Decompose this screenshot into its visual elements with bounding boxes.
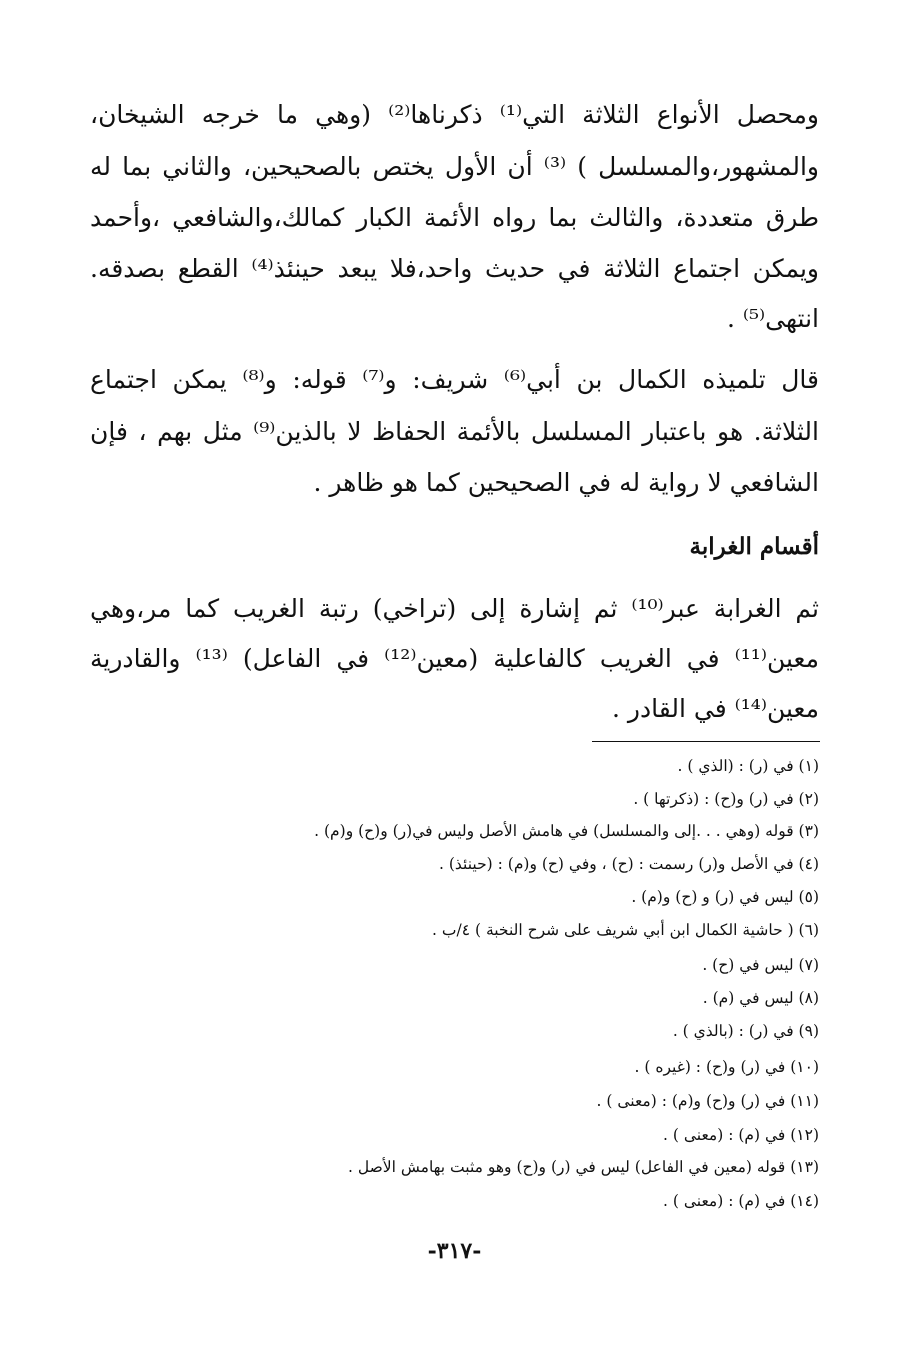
paragraph1-line-3: طرق متعددة، والثالث بما رواه الأئمة الكبار كمالك،والشافعي ،وأحمد [90, 203, 819, 232]
footnote-3: (٣) قوله (وهي . . .إلى والمسلسل) في هامش الأصل وليس في(ر) و(ح) و(م) . [314, 822, 819, 840]
paragraph1-line-1: ومحصل الأنواع الثلاثة التي⁽¹⁾ ذكرناها⁽²⁾ (وهي ما خرجه الشيخان، [90, 100, 819, 129]
footnote-1: (١) في (ر) : (الذي ) . [677, 757, 819, 775]
paragraph2-line-1: قال تلميذه الكمال بن أبي⁽⁶⁾ شريف: و⁽⁷⁾ قوله: و⁽⁸⁾ يمكن اجتماع [90, 365, 819, 394]
paragraph3-line-2: معين⁽¹¹⁾ في الغريب كالفاعلية (معين⁽¹²⁾ في الفاعل) ⁽¹³⁾ والقادرية [90, 644, 819, 673]
paragraph2-line-2: الثلاثة. هو باعتبار المسلسل بالأئمة الحفاظ لا بالذين⁽⁹⁾ مثل بهم ، فإن [90, 417, 819, 446]
footnote-separator [592, 741, 820, 742]
paragraph1-line-2: والمشهور،والمسلسل ) ⁽³⁾ أن الأول يختص بالصحيحين، والثاني بما له [90, 152, 819, 181]
footnote-5: (٥) ليس في (ر) و (ح) و(م) . [631, 888, 819, 906]
footnote-13: (١٣) قوله (معين في الفاعل) ليس في (ر) و(ح) وهو مثبت بهامش الأصل . [348, 1158, 819, 1176]
footnote-4: (٤) في الأصل و(ر) رسمت : (ح) ، وفي (ح) و(م) : (حينئذ) . [439, 855, 819, 873]
footnote-6: (٦) ( حاشية الكمال ابن أبي شريف على شرح النخبة ) ٤/ب . [432, 921, 819, 939]
paragraph2-line-3: الشافعي لا رواية له في الصحيحين كما هو ظاهر . [313, 468, 819, 497]
page-number: -٣١٧- [427, 1238, 482, 1264]
footnote-10: (١٠) في (ر) و(ح) : (غيره ) . [634, 1058, 819, 1076]
footnote-11: (١١) في (ر) و(ح) و(م) : (معنى ) . [596, 1092, 819, 1110]
paragraph3-line-3: معين⁽¹⁴⁾ في القادر . [612, 694, 819, 723]
footnote-9: (٩) في (ر) : (بالذي ) . [672, 1022, 819, 1040]
paragraph1-line-5: انتهى⁽⁵⁾ . [726, 304, 819, 333]
paragraph1-line-4: ويمكن اجتماع الثلاثة في حديث واحد،فلا يبعد حينئذ⁽⁴⁾ القطع بصدقه. [90, 254, 819, 283]
footnote-12: (١٢) في (م) : (معنى ) . [663, 1126, 819, 1144]
paragraph3-line-1: ثم الغرابة عبر⁽¹⁰⁾ ثم إشارة إلى (تراخي) رتبة الغريب كما مر،وهي [90, 594, 819, 623]
section-heading: أقسام الغرابة [689, 533, 819, 560]
footnote-14: (١٤) في (م) : (معنى ) . [663, 1192, 819, 1210]
footnote-8: (٨) ليس في (م) . [702, 989, 819, 1007]
footnote-7: (٧) ليس في (ح) . [702, 956, 819, 974]
footnote-2: (٢) في (ر) و(ح) : (ذكرتها ) . [633, 790, 819, 808]
